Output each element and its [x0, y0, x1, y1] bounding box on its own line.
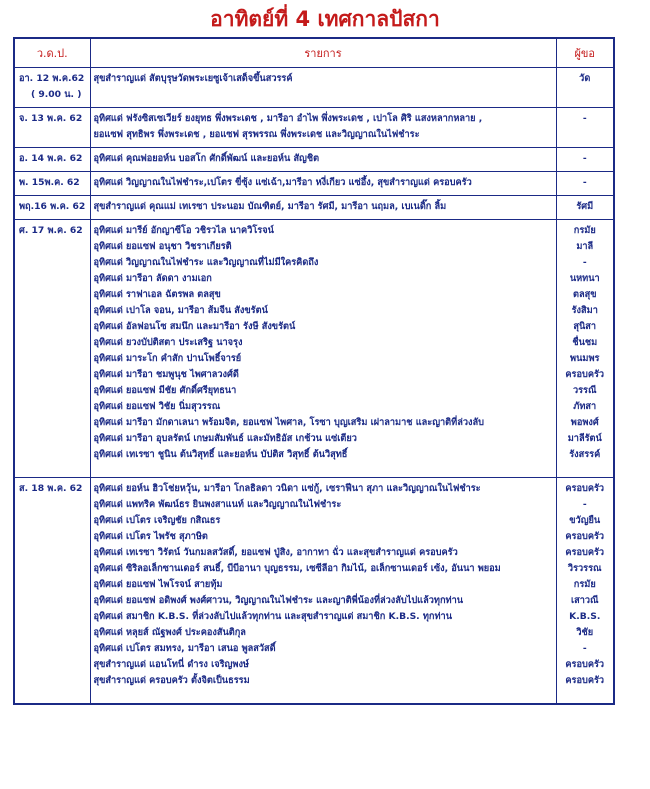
donor-name: วิชัย [576, 627, 594, 638]
row-date [14, 68, 90, 108]
table-row [14, 108, 614, 148]
donor-name: เสาวณี [570, 595, 599, 606]
intention-line: อุทิศแด่ เปโตร สมทรง, มารีอา เสนอ พูลสวัสดิ์ [93, 643, 276, 654]
donor-name: นหทนา [569, 273, 600, 284]
donor-name: - [582, 643, 587, 654]
row-donors [556, 108, 614, 148]
donor-name: ครอบครัว [565, 675, 605, 686]
date-text: ศ. 17 พ.ค. 62 [19, 225, 83, 236]
intention-line: อุทิศแด่ ยอแซฟ ไพโรจน์ สายทุ้ม [93, 579, 223, 590]
row-date [14, 108, 90, 148]
intention-line: อุทิศแด่ ฟรังซิสเซเวียร์ ยงยุทธ พึ่งพระเดช , มารีอา อำไพ พึ่งพระเดช , เปาโล ศิริ แสงหลากหลาย , [93, 113, 483, 124]
intention-line: สุขสำราญแด่ แอนโทนี่ ดำรง เจริญพงษ์ [93, 659, 249, 670]
row-date [14, 148, 90, 172]
donor-name: ภัทสา [573, 401, 597, 412]
donor-name: - [582, 257, 587, 268]
intention-line: อุทิศแด่ ยอห์น ฮิวโช่ยหวุ้น, มารีอา โกลธิลดา วนิดา แซ่กู้, เซราฟีนา สุภา และวิญญาณในไฟชำระ [93, 483, 481, 494]
donor-name: - [582, 113, 587, 124]
intention-line: อุทิศแด่ เปโตร ไพรัช สุภาษิต [93, 531, 208, 542]
row-donors [556, 196, 614, 220]
donor-name: ครอบครัว [565, 483, 605, 494]
intention-line: อุทิศแด่ ราฟาเอล ฉัตรพล ตลสุข [93, 289, 221, 300]
date-text: อ. 14 พ.ค. 62 [19, 153, 83, 164]
intention-line: อุทิศแด่ เทเรซา วิรัตน์ วันกมลสวัสดิ์, ยอแซฟ ปู่สิง, อากาทา ฉั่ว และสุขสำราญแด่ ครอบครัว [93, 547, 458, 558]
row-date [14, 478, 90, 705]
intention-line: สุขสำราญแด่ คุณแม่ เทเรซา ประนอม บัณฑิตย์, มารีอา รัศมี, มารีอา นฤมล, เบเนดิ๊ก ลิ้ม [93, 201, 447, 212]
intention-line: อุทิศแด่ ยอแซฟ อนุชา วิชราเกียรติ [93, 241, 232, 252]
row-date [14, 196, 90, 220]
intention-line: อุทิศแด่ มารีอา ชมพูนุช ไพศาลวงศ์ดี [93, 369, 239, 380]
row-donors [556, 172, 614, 196]
donor-name: วิรวรรณ [567, 563, 602, 574]
intention-line: อุทิศแด่ คุณพ่อยอห์น บอสโก ศักดิ์พัฒน์ และยอห์น สัญชิต [93, 153, 320, 164]
row-items [90, 172, 556, 196]
donor-name: รังสิมา [571, 305, 598, 316]
table-row [14, 172, 614, 196]
row-items [90, 108, 556, 148]
intention-line: อุทิศแด่ เทเรซา ชูนิน ต้นวิสุทธิ์ และยอห์น บัปติส วิสุทธิ์ ต้นวิสุทธิ์ [93, 449, 348, 460]
intention-line: อุทิศแด่ ยอแซฟ วิชัย นิ่มสุวรรณ [93, 401, 221, 412]
intention-line: อุทิศแด่ มาระโก คำสัก ปานโพธิ์จารย์ [93, 353, 242, 364]
donor-name: กรมัย [573, 225, 596, 236]
donor-name: พอพงศ์ [570, 417, 599, 428]
intention-line: อุทิศแด่ วิญญาณในไฟชำระ,เปโตร ขี่ซุ้ง แซ่เฉ้า,มารีอา หงี่เกียว แซ่อึ้ง, สุขสำราญแด่ ครอบครัว [93, 177, 472, 188]
donor-name: - [582, 499, 587, 510]
donor-name: ชื่นชม [572, 337, 598, 348]
donor-name: สุนิสา [573, 321, 597, 332]
intention-line: อุทิศแด่ ซิริลอเล็กซานเดอร์ สนธิ์, บีบีอานา บุญธรรม, เซซีลีอา กิมไน้, อเล็กซานเดอร์ เซ้ง, อันนา พยอม [93, 563, 501, 574]
donor-name: วรรณี [572, 385, 597, 396]
intention-line: อุทิศแด่ อัลฟอนโซ สมนึก และมารีอา รังษี สังขรัตน์ [93, 321, 296, 332]
table-row [14, 478, 614, 705]
table-row [14, 220, 614, 478]
header-items: รายการ [90, 38, 556, 68]
donor-name: K.B.S. [569, 611, 601, 622]
row-donors [556, 478, 614, 705]
table-row [14, 196, 614, 220]
donor-name: มาลีรัตน์ [567, 433, 602, 444]
donor-name: กรมัย [573, 579, 596, 590]
intention-line: ยอแซฟ สุทธิพร พึ่งพระเดช , ยอแซฟ สุรพรรณ พึ่งพระเดช และวิญญาณในไฟชำระ [93, 129, 420, 140]
donor-name: พนมพร [570, 353, 600, 364]
intention-line: สุขสำราญแด่ สัตบุรุษวัดพระเยซูเจ้าเสด็จขึ้นสวรรค์ [93, 73, 293, 84]
intention-line: อุทิศแด่ มารีอา อุบลรัตน์ เกษมสัมพันธ์ และมัทธิอัส เกช้วน แซ่เตียว [93, 433, 357, 444]
table-row [14, 148, 614, 172]
donor-name: วัด [579, 73, 591, 84]
donor-name: ครอบครัว [565, 531, 605, 542]
intention-line: อุทิศแด่ ยอแซฟ อดิพงศ์ พงศ์ศาวน, วิญญาณในไฟชำระ และญาติพี่น้องที่ล่วงลับไปแล้วทุกท่าน [93, 595, 464, 606]
intention-line: อุทิศแด่ มารีย์ อักญาซีโอ วชิรวไล นาควิโรจน์ [93, 225, 274, 236]
row-date [14, 172, 90, 196]
intention-line: อุทิศแด่ มารีอา ลัดดา งามเอก [93, 273, 212, 284]
donor-name: รัศมี [576, 201, 594, 212]
row-items [90, 478, 556, 705]
row-items [90, 220, 556, 478]
header-donor: ผู้ขอ [556, 38, 614, 68]
date-text: จ. 13 พ.ค. 62 [19, 113, 83, 124]
time-text: ( 9.00 น. ) [31, 89, 82, 100]
table-row [14, 68, 614, 108]
donor-name: ขวัญยืน [569, 515, 601, 526]
intention-line: อุทิศแด่ สมาชิก K.B.S. ที่ล่วงลับไปแล้วทุกท่าน และสุขสำราญแด่ สมาชิก K.B.S. ทุกท่าน [93, 611, 452, 622]
donor-name: ครอบครัว [565, 547, 605, 558]
donor-name: - [582, 153, 587, 164]
header-date: ว.ด.ป. [14, 38, 90, 68]
intention-line: สุขสำราญแด่ ครอบครัว ตั้งจิตเป็นธรรม [93, 675, 250, 686]
intention-line: อุทิศแด่ เปโตร เจริญชัย กสิณธร [93, 515, 221, 526]
row-items [90, 68, 556, 108]
intention-line: อุทิศแด่ วิญญาณในไฟชำระ และวิญญาณที่ไม่มีใครคิดถึง [93, 257, 319, 268]
intention-line: อุทิศแด่ มารีอา มักดาเลนา พร้อมจิต, ยอแซฟ ไพศาล, โรซา บุญเสริม เผ่าลามาช และญาติที่ล่วงลับ [93, 417, 484, 428]
mass-intention-table [13, 37, 615, 705]
row-donors [556, 68, 614, 108]
intention-line: อุทิศแด่ หลุยส์ ณัฐพงศ์ ประคองสันติกุล [93, 627, 246, 638]
row-items [90, 196, 556, 220]
donor-name: ตลสุข [573, 289, 597, 300]
page-title: อาทิตย์ที่ 4 เทศกาลปัสกา [210, 7, 440, 31]
row-date [14, 220, 90, 478]
row-donors [556, 148, 614, 172]
donor-name: - [582, 177, 587, 188]
intention-line: อุทิศแด่ เปาโล จอน, มารีอา ส้มจีน สังขรัตน์ [93, 305, 268, 316]
header-row [14, 38, 614, 68]
intention-line: อุทิศแด่ แพทริค พัฒน์ธร ยินพงสาแนท์ และวิญญาณในไฟชำระ [93, 499, 342, 510]
date-text: พ. 15พ.ค. 62 [19, 177, 80, 188]
date-text: อา. 12 พ.ค.62 [19, 73, 85, 84]
intention-line: อุทิศแด่ ยวงบัปติสตา ประเสริฐ นาจรุง [93, 337, 243, 348]
date-text: พฤ.16 พ.ค. 62 [19, 201, 86, 212]
row-items [90, 148, 556, 172]
row-donors [556, 220, 614, 478]
donor-name: มาลี [576, 241, 594, 252]
donor-name: ครอบครัว [565, 659, 605, 670]
intention-line: อุทิศแด่ ยอแซฟ มีชัย ศักดิ์ศรียุทธนา [93, 385, 237, 396]
donor-name: ครอบครัว [565, 369, 605, 380]
date-text: ส. 18 พ.ค. 62 [19, 483, 83, 494]
donor-name: รังสรรค์ [569, 449, 601, 460]
